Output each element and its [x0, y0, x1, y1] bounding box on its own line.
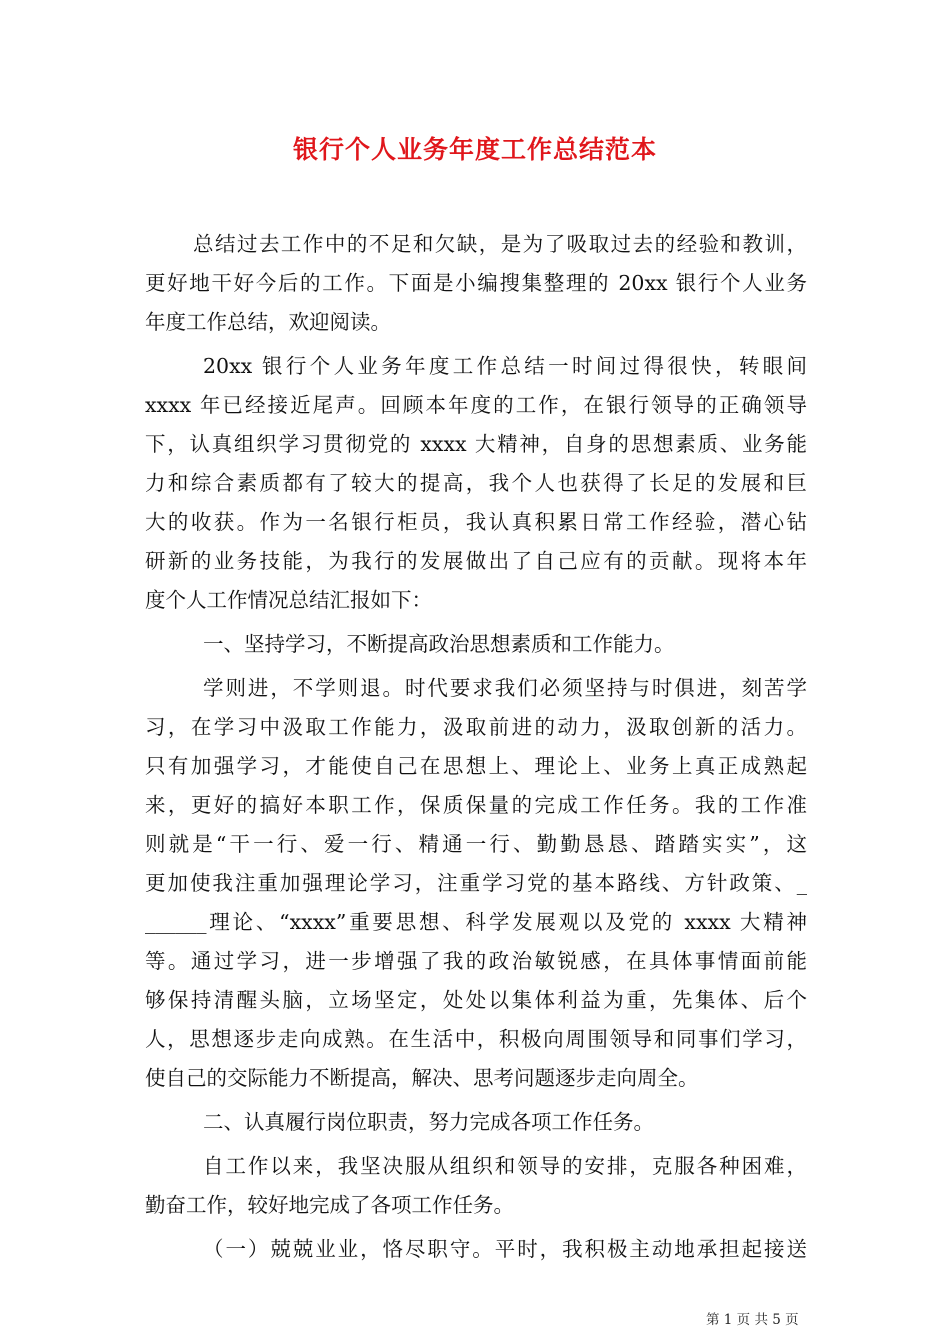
page-number-footer: 第 1 页 共 5 页 — [706, 1312, 799, 1328]
text-line: 则就是“干一行、爱一行、精通一行、勤勤恳恳、踏踏实实”，这 — [145, 832, 807, 856]
text-line: 年度工作总结，欢迎阅读。 — [145, 310, 391, 334]
text-line: xxxx 年已经接近尾声。回顾本年度的工作，在银行领导的正确领导 — [145, 393, 807, 417]
text-line: 更加使我注重加强理论学习，注重学习党的基本路线、方针政策、_ — [145, 871, 807, 895]
text-line: 20xx 银行个人业务年度工作总结一时间过得很快，转眼间 — [203, 354, 807, 378]
text-line: 下，认真组织学习贯彻党的 xxxx 大精神，自身的思想素质、业务能 — [145, 432, 807, 456]
text-line: 来，更好的搞好本职工作，保质保量的完成工作任务。我的工作准 — [145, 793, 807, 817]
document-title: 银行个人业务年度工作总结范本 — [292, 135, 657, 164]
text-line: 够保持清醒头脑，立场坚定，处处以集体利益为重，先集体、后个 — [145, 988, 807, 1012]
text-line: 更好地干好今后的工作。下面是小编搜集整理的 20xx 银行个人业务 — [145, 271, 807, 295]
text-line: （一）兢兢业业，恪尽职守。平时，我积极主动地承担起接送 — [203, 1237, 807, 1261]
text-line: 使自己的交际能力不断提高，解决、思考问题逐步走向周全。 — [145, 1066, 699, 1090]
text-line: ______理论、“xxxx”重要思想、科学发展观以及党的 xxxx 大精神 — [145, 910, 807, 934]
text-line: 总结过去工作中的不足和欠缺，是为了吸取过去的经验和教训， — [193, 232, 807, 256]
section-heading: 一、坚持学习，不断提高政治思想素质和工作能力。 — [203, 632, 675, 656]
text-line: 学则进，不学则退。时代要求我们必须坚持与时俱进，刻苦学 — [203, 676, 807, 700]
section-heading: 二、认真履行岗位职责，努力完成各项工作任务。 — [203, 1110, 654, 1134]
text-line: 力和综合素质都有了较大的提高，我个人也获得了长足的发展和巨 — [145, 471, 807, 495]
text-line: 勤奋工作，较好地完成了各项工作任务。 — [145, 1193, 514, 1217]
text-line: 等。通过学习，进一步增强了我的政治敏锐感，在具体事情面前能 — [145, 949, 807, 973]
text-line: 只有加强学习，才能使自己在思想上、理论上、业务上真正成熟起 — [145, 754, 807, 778]
text-line: 人，思想逐步走向成熟。在生活中，积极向周围领导和同事们学习， — [145, 1027, 807, 1051]
text-line: 自工作以来，我坚决服从组织和领导的安排，克服各种困难， — [203, 1154, 807, 1178]
text-line: 研新的业务技能，为我行的发展做出了自己应有的贡献。现将本年 — [145, 549, 807, 573]
text-line: 度个人工作情况总结汇报如下： — [145, 588, 432, 612]
text-line: 大的收获。作为一名银行柜员，我认真积累日常工作经验，潜心钻 — [145, 510, 807, 534]
text-line: 习，在学习中汲取工作能力，汲取前进的动力，汲取创新的活力。 — [145, 715, 807, 739]
